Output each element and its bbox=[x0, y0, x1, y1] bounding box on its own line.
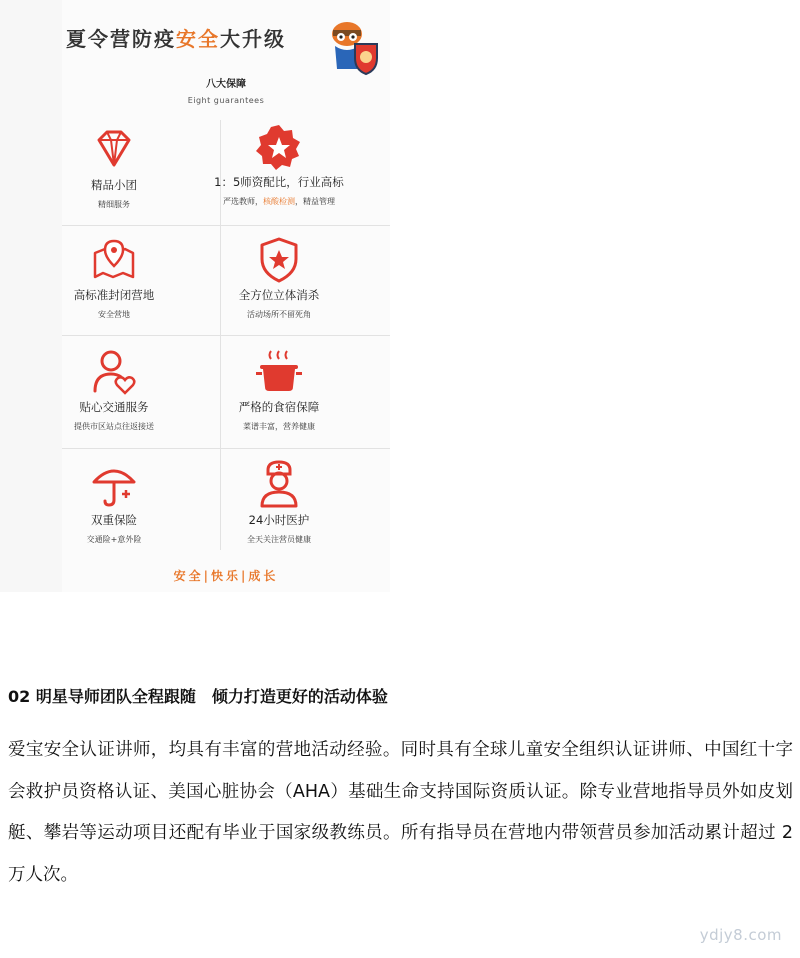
guarantees-subtitle: Eight guarantees bbox=[187, 96, 265, 105]
banner-title: 夏令营防疫安全大升级 bbox=[66, 27, 286, 51]
guarantee-item bbox=[204, 460, 354, 545]
guarantee-subtitle: 活动场所不留死角 bbox=[247, 310, 311, 319]
guarantee-title: 贴心交通服务 bbox=[79, 400, 149, 414]
guarantee-item bbox=[39, 460, 189, 545]
grid-row-divider bbox=[62, 335, 390, 336]
guarantee-title: 高标准封闭营地 bbox=[73, 288, 155, 302]
guarantee-title: 1：5师资配比，行业高标 bbox=[214, 175, 344, 189]
mascot-icon bbox=[325, 14, 381, 76]
guarantees-title: 八大保障 bbox=[206, 79, 246, 90]
nurse-icon bbox=[254, 460, 304, 510]
guarantee-subtitle: 严选教师，核酸检测，精益管理 bbox=[223, 197, 335, 206]
map-pin-icon bbox=[89, 235, 139, 285]
grid-row-divider bbox=[62, 225, 390, 226]
guarantee-item bbox=[39, 125, 189, 210]
article-paragraph: 爱宝安全认证讲师，均具有丰富的营地活动经验。同时具有全球儿童安全组织认证讲师、中国红十字会救护员资格认证、美国心脏协会（AHA）基础生命支持国际资质认证。除专业营地指导员外如皮划艇、攀岩等运动项目还配有毕业于国家级教练员。所有指导员在营地内带领营员参加活动累计超过 2 万人次。 bbox=[8, 740, 793, 885]
grid-row-divider bbox=[62, 448, 390, 449]
cooking-pot-icon bbox=[254, 347, 304, 397]
umbrella-icon bbox=[89, 460, 139, 510]
guarantee-title: 24小时医护 bbox=[248, 513, 310, 527]
star-badge-icon bbox=[254, 122, 304, 172]
guarantee-subtitle: 菜谱丰富，营养健康 bbox=[243, 422, 315, 431]
guarantee-item bbox=[39, 347, 189, 432]
shield-star-icon bbox=[254, 235, 304, 285]
guarantee-item bbox=[204, 122, 354, 207]
guarantee-item bbox=[204, 347, 354, 432]
section-heading: 02 明星导师团队全程跟随 倾力打造更好的活动体验 bbox=[8, 687, 388, 706]
guarantee-title: 严格的食宿保障 bbox=[238, 400, 320, 414]
guarantee-title: 全方位立体消杀 bbox=[238, 288, 320, 302]
guarantee-title: 精品小团 bbox=[91, 178, 137, 192]
guarantee-item bbox=[39, 235, 189, 320]
person-heart-icon bbox=[89, 347, 139, 397]
site-watermark: ydjy8.com bbox=[699, 926, 782, 944]
diamond-icon bbox=[89, 125, 139, 175]
guarantee-subtitle: 精细服务 bbox=[98, 200, 130, 209]
guarantee-subtitle: 提供市区站点往返接送 bbox=[74, 422, 154, 431]
guarantee-item bbox=[204, 235, 354, 320]
poster-slogan: 安全|快乐|成长 bbox=[173, 569, 279, 583]
guarantee-title: 双重保险 bbox=[91, 513, 137, 527]
guarantee-subtitle: 交通险+意外险 bbox=[86, 535, 142, 544]
guarantee-subtitle: 全天关注营员健康 bbox=[247, 535, 311, 544]
guarantee-subtitle: 安全营地 bbox=[98, 310, 130, 319]
